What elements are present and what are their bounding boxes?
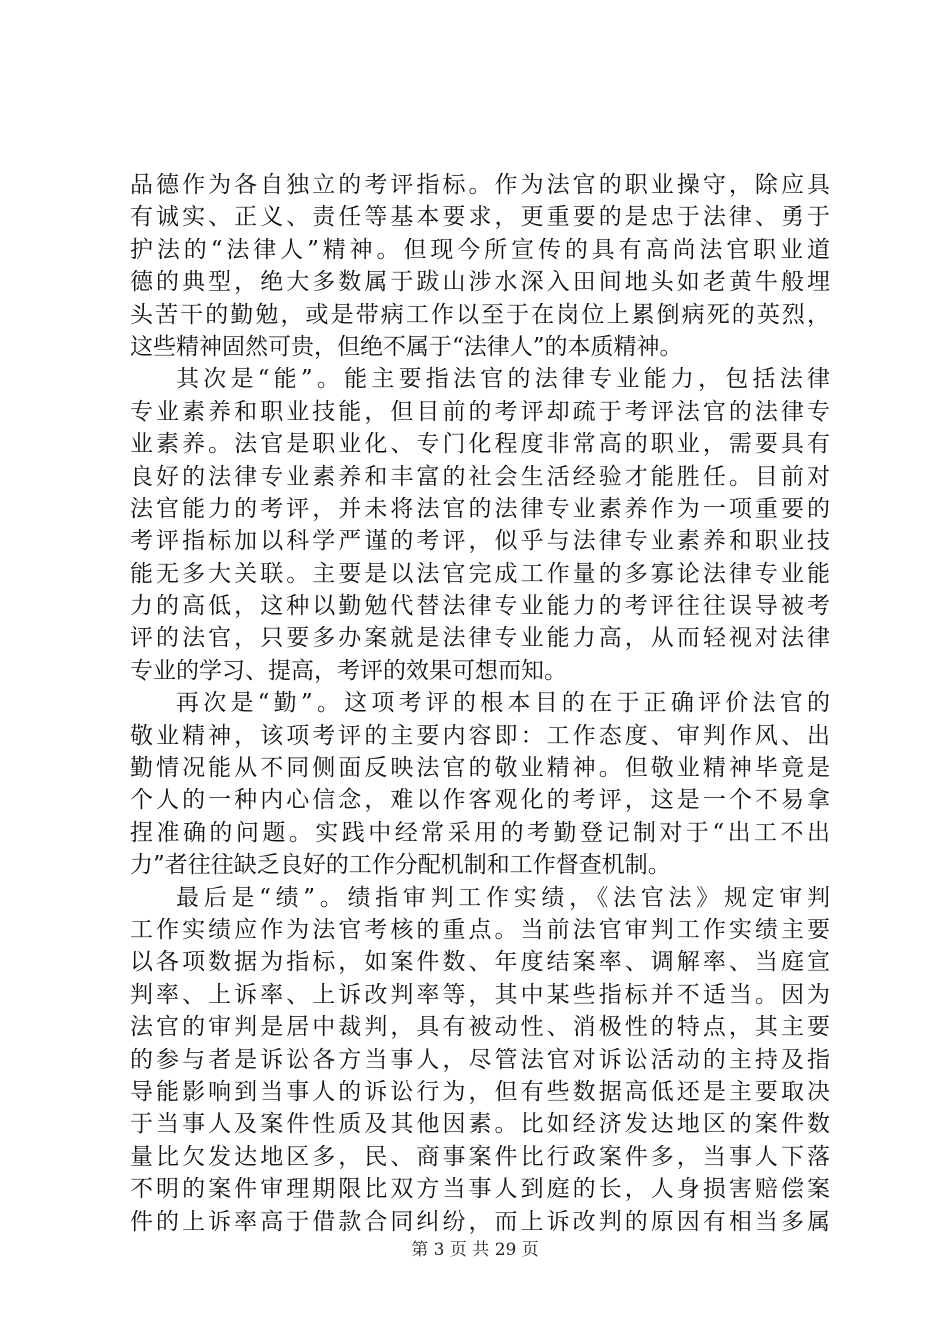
text-line: 于当事人及案件性质及其他因素。比如经济发达地区的案件数 (130, 1111, 830, 1138)
text-line: 量比欠发达地区多，民、商事案件比行政案件多，当事人下落 (130, 1143, 830, 1170)
text-line: 判率、上诉率、上诉改判率等，其中某些指标并不适当。因为 (130, 981, 830, 1008)
text-line: 不明的案件审理期限比双方当事人到庭的长，人身损害赔偿案 (130, 1176, 830, 1203)
text-line: 良好的法律专业素养和丰富的社会生活经验才能胜任。目前对 (130, 463, 830, 490)
text-line: 再次是“勤”。这项考评的根本目的在于正确评价法官的 (176, 690, 830, 717)
text-line: 以各项数据为指标，如案件数、年度结案率、调解率、当庭宣 (130, 949, 830, 976)
body-text (130, 169, 830, 1238)
text-line: 法官的审判是居中裁判，具有被动性、消极性的特点，其主要 (130, 1014, 830, 1041)
text-line: 头苦干的勤勉，或是带病工作以至于在岗位上累倒病死的英烈， (130, 301, 830, 328)
text-line: 力”者往往缺乏良好的工作分配机制和工作督查机制。 (130, 852, 671, 879)
text-line: 法官能力的考评，并未将法官的法律专业素养作为一项重要的 (130, 495, 830, 522)
text-line: 的参与者是诉讼各方当事人，尽管法官对诉讼活动的主持及指 (130, 1046, 830, 1073)
text-line: 捏准确的问题。实践中经常采用的考勤登记制对于“出工不出 (130, 819, 830, 846)
text-line: 件的上诉率高于借款合同纠纷，而上诉改判的原因有相当多属 (130, 1208, 830, 1235)
text-line: 工作实绩应作为法官考核的重点。当前法官审判工作实绩主要 (130, 916, 830, 943)
text-line: 专业的学习、提高，考评的效果可想而知。 (130, 657, 567, 684)
text-line: 能无多大关联。主要是以法官完成工作量的多寡论法律专业能 (130, 560, 830, 587)
page-footer: 第 3 页 共 29 页 (411, 1240, 539, 1260)
text-line: 专业素养和职业技能，但目前的考评却疏于考评法官的法律专 (130, 398, 830, 425)
text-line: 导能影响到当事人的诉讼行为，但有些数据高低还是主要取决 (130, 1078, 830, 1105)
text-line: 有诚实、正义、责任等基本要求，更重要的是忠于法律、勇于 (130, 204, 830, 231)
text-line: 业素养。法官是职业化、专门化程度非常高的职业，需要具有 (130, 431, 830, 458)
text-line: 这些精神固然可贵，但绝不属于“法律人”的本质精神。 (130, 333, 683, 360)
text-line: 个人的一种内心信念，难以作客观化的考评，这是一个不易拿 (130, 787, 830, 814)
text-line: 力的高低，这种以勤勉代替法律专业能力的考评往往误导被考 (130, 593, 830, 620)
text-line: 考评指标加以科学严谨的考评，似乎与法律专业素养和职业技 (130, 528, 830, 555)
text-line: 敬业精神，该项考评的主要内容即：工作态度、审判作风、出 (130, 722, 830, 749)
text-line: 最后是“绩”。绩指审判工作实绩，《法官法》规定审判 (176, 884, 830, 911)
text-line: 勤情况能从不同侧面反映法官的敬业精神。但敬业精神毕竟是 (130, 755, 830, 782)
text-line: 品德作为各自独立的考评指标。作为法官的职业操守，除应具 (130, 172, 830, 198)
text-line: 德的典型，绝大多数属于跋山涉水深入田间地头如老黄牛般埋 (130, 269, 830, 296)
text-line: 评的法官，只要多办案就是法律专业能力高，从而轻视对法律 (130, 625, 830, 652)
text-line: 其次是“能”。能主要指法官的法律专业能力，包括法律 (176, 366, 830, 393)
text-line: 护法的“法律人”精神。但现今所宣传的具有高尚法官职业道 (130, 236, 830, 263)
